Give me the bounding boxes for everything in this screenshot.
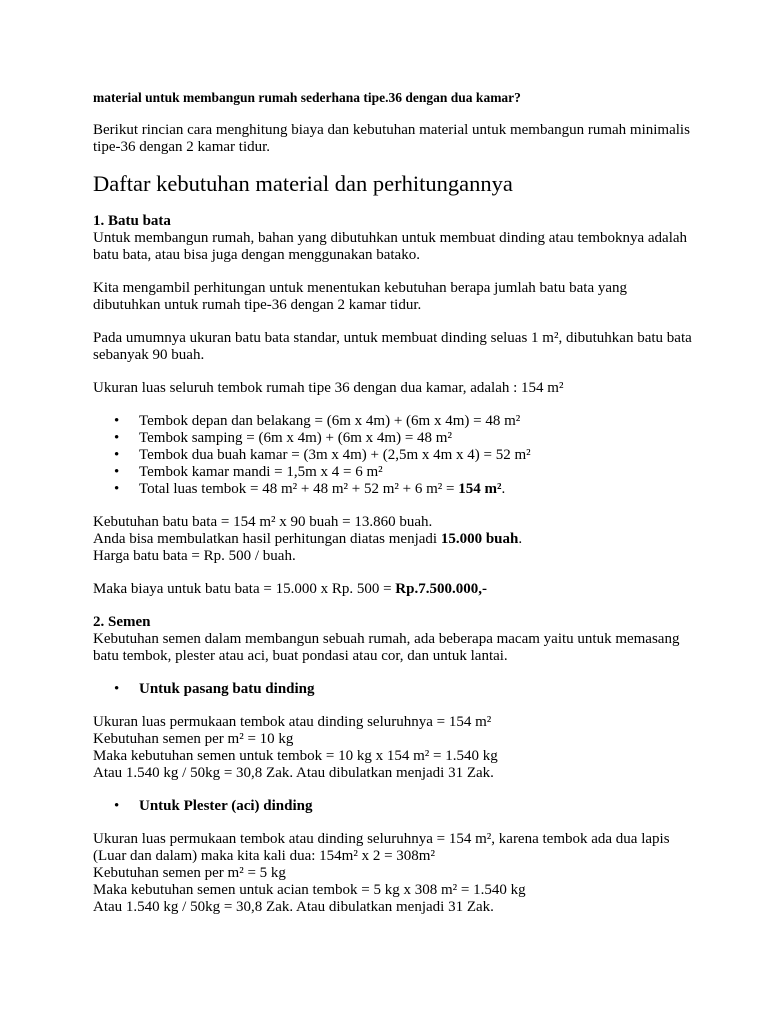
list-item-total	[93, 481, 693, 498]
list-item: • Tembok depan dan belakang = (6m x 4m) + (6m x 4m) = 48 m²	[93, 413, 693, 430]
semen-title: 2. Semen	[93, 614, 151, 630]
sub2-line: Kebutuhan semen per m² = 5 kg	[93, 865, 286, 881]
sub1-label: Untuk pasang batu dinding	[139, 681, 315, 697]
list-item	[93, 681, 693, 698]
brick-price-line: Harga batu bata = Rp. 500 / buah.	[93, 548, 296, 564]
round-text: Anda bisa membulatkan hasil perhitungan diatas menjadi	[93, 531, 441, 547]
batu-bata-paragraph-1: Untuk membangun rumah, bahan yang dibutuhkan untuk membuat dinding atau temboknya adalah batu bata, atau bisa juga dengan menggunakan batako.	[93, 230, 688, 263]
list-item: • Tembok samping = (6m x 4m) + (6m x 4m) = 48 m²	[93, 430, 693, 447]
batu-bata-paragraph-4: Ukuran luas seluruh tembok rumah tipe 36 dengan dua kamar, adalah : 154 m²	[93, 380, 564, 396]
sub1-line: Maka kebutuhan semen untuk tembok = 10 kg x 154 m² = 1.540 kg	[93, 748, 498, 764]
cost-value: Rp.7.500.000,-	[395, 581, 487, 597]
wall-area-list	[93, 413, 693, 498]
intro-paragraph: Berikut rincian cara menghitung biaya dan kebutuhan material untuk membangun rumah minimalis tipe-36 dengan 2 kamar tidur.	[93, 122, 690, 155]
brick-round-line	[93, 531, 693, 548]
sub2-label: Untuk Plester (aci) dinding	[139, 798, 313, 814]
question-line: material untuk membangun rumah sederhana tipe.36 dengan dua kamar?	[93, 90, 521, 105]
brick-need-line: Kebutuhan batu bata = 154 m² x 90 buah = 13.860 buah.	[93, 514, 433, 530]
cost-text: Maka biaya untuk batu bata = 15.000 x Rp. 500 =	[93, 581, 396, 597]
sub2-line: Atau 1.540 kg / 50kg = 30,8 Zak. Atau dibulatkan menjadi 31 Zak.	[93, 899, 494, 915]
semen-paragraph-1: Kebutuhan semen dalam membangun sebuah rumah, ada beberapa macam yaitu untuk memasang batu tembok, plester atau aci, buat pondasi atau cor, dan untuk lantai.	[93, 631, 680, 664]
semen-sub1-block	[93, 714, 693, 782]
list-item: • Tembok dua buah kamar = (3m x 4m) + (2,5m x 4m x 4) = 52 m²	[93, 447, 693, 464]
semen-sub2-list	[93, 798, 693, 815]
brick-cost-line	[93, 581, 693, 598]
batu-bata-paragraph-2: Kita mengambil perhitungan untuk menentukan kebutuhan berapa jumlah batu bata yang dibutuhkan untuk rumah tipe-36 dengan 2 kamar tidur.	[93, 280, 628, 313]
total-value: 154 m²	[458, 481, 502, 497]
document-body	[93, 89, 693, 916]
semen-sub1-list	[93, 681, 693, 698]
sub2-line: Maka kebutuhan semen untuk acian tembok = 5 kg x 308 m² = 1.540 kg	[93, 882, 526, 898]
round-period: .	[518, 531, 523, 547]
total-period: .	[501, 481, 506, 497]
semen-sub2-block	[93, 831, 693, 916]
list-item	[93, 798, 693, 815]
batu-bata-title: 1. Batu bata	[93, 213, 171, 229]
sub2-line: Ukuran luas permukaan tembok atau dinding seluruhnya = 154 m², karena tembok ada dua lapis (Luar dan dalam) maka kita kali dua: 154m² x 2 = 308m²	[93, 831, 670, 864]
sub1-line: Ukuran luas permukaan tembok atau dinding seluruhnya = 154 m²	[93, 714, 492, 730]
list-item: • Tembok kamar mandi = 1,5m x 4 = 6 m²	[93, 464, 693, 481]
sub1-line: Atau 1.540 kg / 50kg = 30,8 Zak. Atau dibulatkan menjadi 31 Zak.	[93, 765, 494, 781]
section-heading: Daftar kebutuhan material dan perhitungannya	[93, 171, 513, 196]
round-value: 15.000 buah	[440, 531, 519, 547]
batu-bata-paragraph-3: Pada umumnya ukuran batu bata standar, untuk membuat dinding seluas 1 m², dibutuhkan batu bata sebanyak 90 buah.	[93, 330, 692, 363]
sub1-line: Kebutuhan semen per m² = 10 kg	[93, 731, 294, 747]
total-text: Total luas tembok = 48 m² + 48 m² + 52 m² + 6 m² =	[139, 481, 459, 497]
